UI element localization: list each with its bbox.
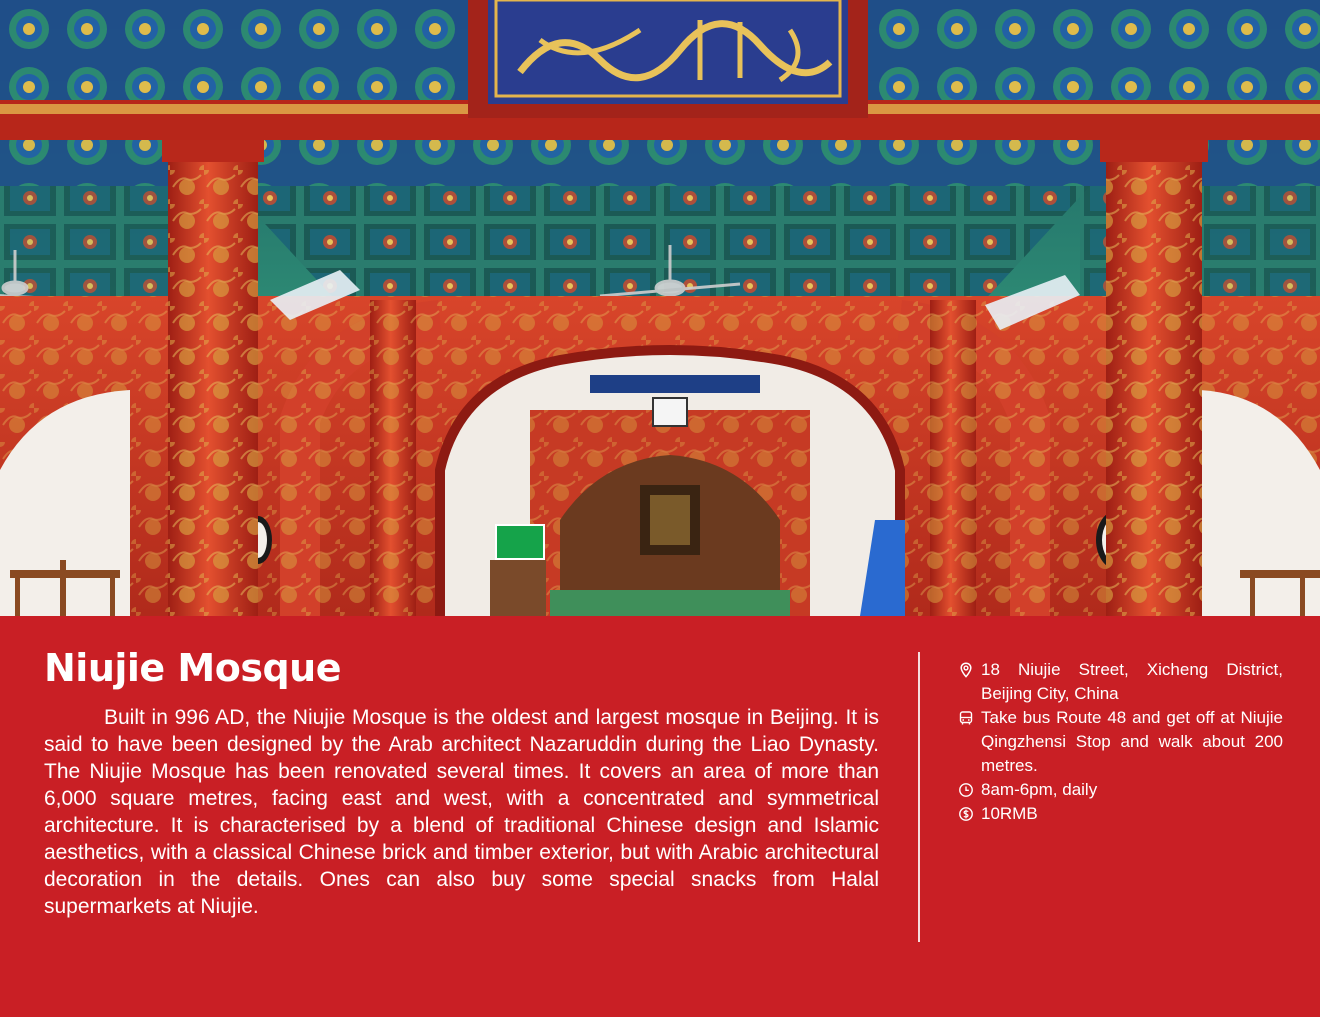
location-pin-icon xyxy=(958,662,974,678)
attraction-description: Built in 996 AD, the Niujie Mosque is the oldest and largest mosque in Beijing. It is said to have been designed by the Arab architect Nazaruddin during the Liao Dynasty. The Niujie Mosque has been renovated several times. It covers an area of more than 6,000 square metres, facing east and west, with a concentrated and symmetrical architecture. It is characterised by a blend of traditional Chinese design and Islamic aesthetics, with a classical Chinese brick and timber exterior, but with Arabic architectural decoration in the details. Ones can also buy some special snacks from Halal supermarkets at Niujie. xyxy=(44,706,879,918)
address-text: 18 Niujie Street, Xicheng District, Beijing City, China xyxy=(981,660,1283,703)
transport-item xyxy=(958,706,1283,778)
column-divider xyxy=(918,652,920,942)
visitor-info-list xyxy=(958,658,1283,826)
transport-text: Take bus Route 48 and get off at Niujie Qingzhensi Stop and walk about 200 metres. xyxy=(981,708,1283,775)
dollar-coin-icon xyxy=(958,806,974,822)
price-text: 10RMB xyxy=(981,804,1038,823)
address-item xyxy=(958,658,1283,706)
bus-icon xyxy=(958,710,974,726)
info-panel xyxy=(0,616,1320,1017)
hours-item xyxy=(958,778,1283,802)
price-item xyxy=(958,802,1283,826)
clock-icon xyxy=(958,782,974,798)
attraction-title: Niujie Mosque xyxy=(44,646,341,690)
hours-text: 8am-6pm, daily xyxy=(981,780,1098,799)
